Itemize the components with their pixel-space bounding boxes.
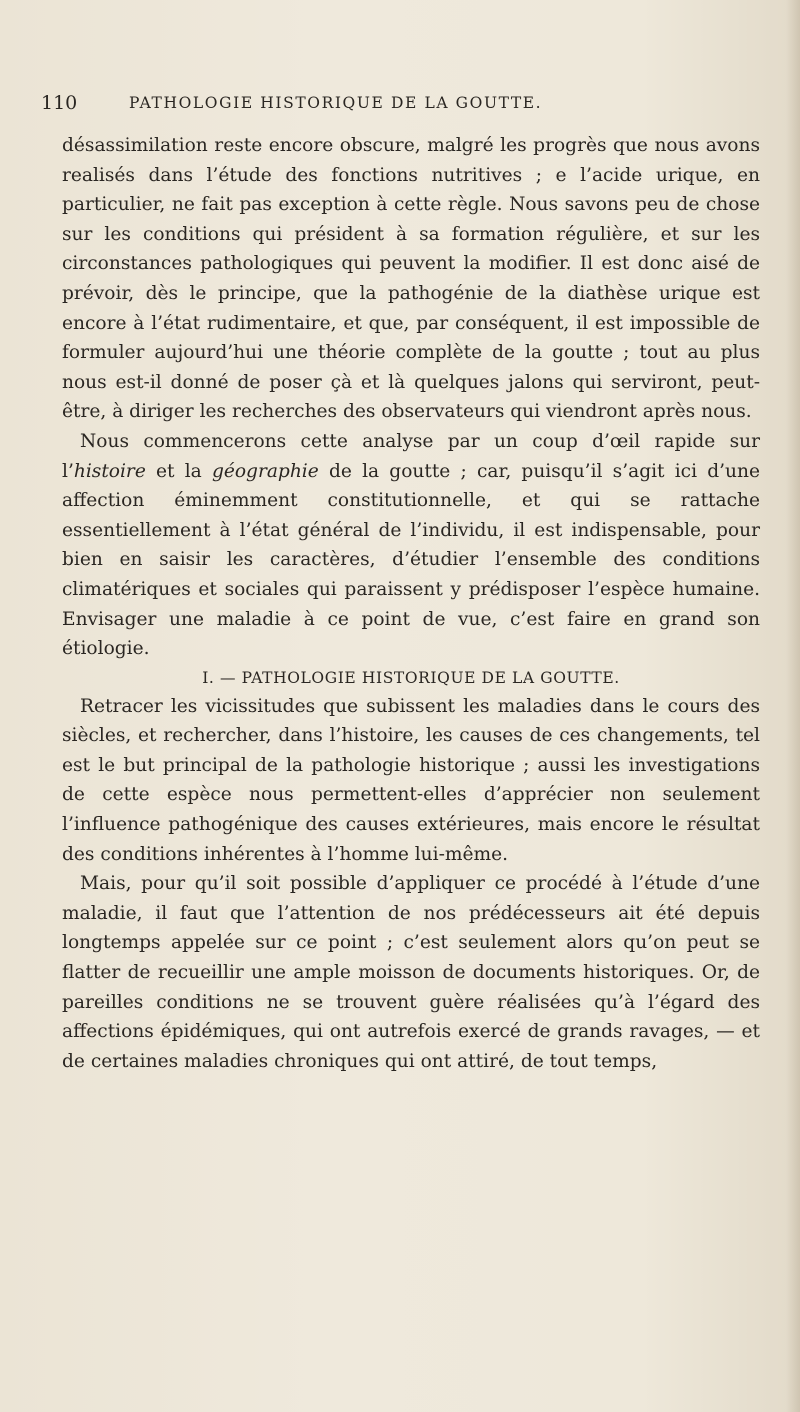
section-heading: I. — PATHOLOGIE HISTORIQUE DE LA GOUTTE. (202, 668, 620, 687)
paragraph-2-text-c: de la goutte ; car, puisqu’il s’agit ici d’une affection éminemment constitutionnelle, et qui se rattache essentiellement à l’état général de l’individu, il est indispensable, pour bien en saisir les caractères, d’étudier l’ensemble des conditions climatériques et sociales qui paraissent y prédisposer l’espèce humaine. Envisager une maladie à ce point de vue, c’est faire en grand son étiologie. (62, 460, 760, 660)
paragraph-3: Retracer les vicissitudes que subissent les maladies dans le cours des siècles, et rechercher, dans l’histoire, les causes de ces changements, tel est le but principal de la pathologie historique ; aussi les investigations de cette espèce nous permettent-elles d’apprécier non seulement l’influence pathogénique des causes extérieures, mais encore le résultat des conditions inhérentes à l’homme lui-même. (62, 695, 760, 865)
emphasis-histoire: histoire (73, 460, 146, 482)
paragraph-2-text-a: Nous commencerons cette analyse par un coup d’œil rapide sur l’ (62, 430, 760, 482)
paragraph-1: désassimilation reste encore obscure, malgré les progrès que nous avons realisés dans l’étude des fonctions nutritives ; e l’acide urique, en particulier, ne fait pas exception à cette règle. Nous savons peu de chose sur les conditions qui président à sa formation régulière, et sur les circonstances pathologiques qui peuvent la modifier. Il est donc aisé de prévoir, dès le principe, que la pathogénie de la diathèse urique est encore à l’état rudimentaire, et que, par conséquent, il est impossible de formuler aujourd’hui une théorie complète de la goutte ; tout au plus nous est-il donné de poser çà et là quelques jalons qui serviront, peut-être, à diriger les recherches des observateurs qui viendront après nous. (62, 135, 760, 423)
body-text (62, 131, 760, 1076)
running-head (41, 92, 747, 122)
running-title: PATHOLOGIE HISTORIQUE DE LA GOUTTE. (129, 94, 543, 112)
paragraph-2 (62, 427, 760, 664)
page-number: 110 (41, 92, 78, 114)
paragraph-2-text-b: et la (145, 460, 212, 482)
paragraph-4: Mais, pour qu’il soit possible d’appliquer ce procédé à l’étude d’une maladie, il faut que l’attention de nos prédécesseurs ait été depuis longtemps appelée sur ce point ; c’est seulement alors qu’on peut se flatter de recueillir une ample moisson de documents historiques. Or, de pareilles conditions ne se trouvent guère réalisées qu’à l’égard des affections épidémiques, qui ont autrefois exercé de grands ravages, — et de certaines maladies chroniques qui ont attiré, de tout temps, (62, 873, 760, 1072)
emphasis-geographie: géographie (211, 460, 319, 482)
